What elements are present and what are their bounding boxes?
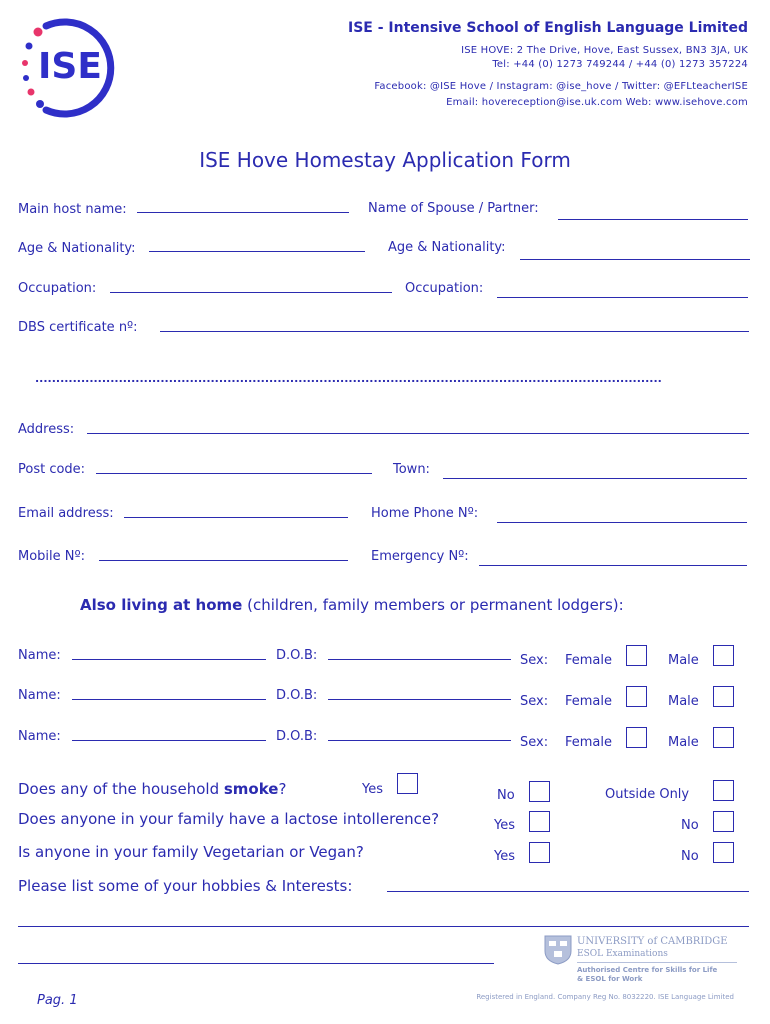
postcode-field[interactable]	[96, 473, 372, 474]
cambridge-name: UNIVERSITY of CAMBRIDGE	[577, 936, 728, 947]
dotted-separator: ......................................................................................................................................................	[35, 372, 662, 385]
authorised-line-2: & ESOL for Work	[577, 975, 643, 983]
smoke-question-post: ?	[278, 780, 287, 798]
page-title: ISE Hove Homestay Application Form	[199, 148, 571, 172]
occupation-field-2[interactable]	[497, 297, 748, 298]
age-nationality-label-1: Age & Nationality:	[18, 241, 136, 256]
smoke-yes-label: Yes	[362, 782, 383, 797]
lactose-question: Does anyone in your family have a lactose intollerence?	[18, 810, 440, 828]
school-contact: Email: hovereception@ise.uk.com Web: www.isehove.com	[446, 97, 748, 108]
email-label: Email address:	[18, 506, 114, 521]
smoke-question-bold: smoke	[223, 780, 279, 798]
home-phone-label: Home Phone Nº:	[371, 506, 479, 521]
female-label: Female	[565, 694, 613, 709]
authorised-line-1: Authorised Centre for Skills for Life	[577, 966, 718, 974]
hobbies-label: Please list some of your hobbies & Interests:	[18, 877, 353, 895]
resident-dob-label: D.O.B:	[276, 729, 318, 744]
female-label: Female	[565, 653, 613, 668]
dbs-field[interactable]	[160, 331, 749, 332]
male-label: Male	[668, 694, 699, 709]
age-nationality-field-2[interactable]	[520, 259, 750, 260]
email-field[interactable]	[124, 517, 348, 518]
vegetarian-yes-label: Yes	[494, 849, 515, 864]
resident-dob-label: D.O.B:	[276, 648, 318, 663]
lactose-no-label: No	[681, 818, 699, 833]
living-at-home-heading	[80, 596, 624, 614]
mobile-label: Mobile Nº:	[18, 549, 86, 564]
occupation-label-1: Occupation:	[18, 281, 97, 296]
ise-logo	[16, 16, 124, 120]
female-checkbox[interactable]	[626, 686, 647, 707]
main-host-label: Main host name:	[18, 202, 127, 217]
living-heading-bold: Also living at home	[80, 596, 243, 614]
resident-dob-field[interactable]	[328, 740, 511, 741]
resident-sex-label: Sex:	[520, 653, 549, 668]
registration-text: Registered in England. Company Reg No. 8032220. ISE Language Limited	[476, 993, 734, 1001]
emergency-label: Emergency Nº:	[371, 549, 469, 564]
occupation-field-1[interactable]	[110, 292, 392, 293]
smoke-outside-checkbox[interactable]	[713, 780, 734, 801]
resident-sex-label: Sex:	[520, 694, 549, 709]
cambridge-divider	[577, 962, 737, 963]
female-label: Female	[565, 735, 613, 750]
resident-name-label: Name:	[18, 648, 61, 663]
resident-name-label: Name:	[18, 729, 61, 744]
male-checkbox[interactable]	[713, 686, 734, 707]
school-address: ISE HOVE: 2 The Drive, Hove, East Sussex, BN3 3JA, UK	[461, 45, 748, 56]
postcode-label: Post code:	[18, 462, 86, 477]
hobbies-field-2[interactable]	[18, 926, 749, 927]
resident-dob-field[interactable]	[328, 699, 511, 700]
address-label: Address:	[18, 422, 75, 437]
resident-dob-field[interactable]	[328, 659, 511, 660]
smoke-outside-label: Outside Only	[605, 787, 690, 802]
male-label: Male	[668, 653, 699, 668]
hobbies-field-3[interactable]	[18, 963, 494, 964]
emergency-field[interactable]	[479, 565, 747, 566]
resident-sex-label: Sex:	[520, 735, 549, 750]
smoke-question	[18, 780, 286, 798]
town-label: Town:	[393, 462, 430, 477]
home-phone-field[interactable]	[497, 522, 747, 523]
main-host-field[interactable]	[137, 212, 349, 213]
resident-name-field[interactable]	[72, 740, 266, 741]
lactose-yes-checkbox[interactable]	[529, 811, 550, 832]
male-checkbox[interactable]	[713, 645, 734, 666]
vegetarian-no-label: No	[681, 849, 699, 864]
town-field[interactable]	[443, 478, 747, 479]
cambridge-esol: ESOL Examinations	[577, 949, 668, 959]
smoke-question-pre: Does any of the household	[18, 780, 224, 798]
spouse-field[interactable]	[558, 219, 748, 220]
smoke-no-label: No	[497, 788, 515, 803]
age-nationality-field-1[interactable]	[149, 251, 365, 252]
occupation-label-2: Occupation:	[405, 281, 484, 296]
age-nationality-label-2: Age & Nationality:	[388, 240, 506, 255]
hobbies-field-1[interactable]	[387, 891, 749, 892]
lactose-no-checkbox[interactable]	[713, 811, 734, 832]
dbs-label: DBS certificate nº:	[18, 320, 138, 335]
logo-text: ISE	[38, 46, 102, 87]
vegetarian-question: Is anyone in your family Vegetarian or Vegan?	[18, 843, 364, 861]
page-number: Pag. 1	[37, 993, 78, 1008]
male-label: Male	[668, 735, 699, 750]
school-telephone: Tel: +44 (0) 1273 749244 / +44 (0) 1273 357224	[492, 59, 748, 70]
resident-dob-label: D.O.B:	[276, 688, 318, 703]
female-checkbox[interactable]	[626, 727, 647, 748]
resident-name-field[interactable]	[72, 659, 266, 660]
vegetarian-no-checkbox[interactable]	[713, 842, 734, 863]
smoke-yes-checkbox[interactable]	[397, 773, 418, 794]
cambridge-logo	[544, 935, 744, 985]
company-name: ISE - Intensive School of English Language Limited	[347, 20, 748, 36]
resident-name-field[interactable]	[72, 699, 266, 700]
smoke-no-checkbox[interactable]	[529, 781, 550, 802]
resident-name-label: Name:	[18, 688, 61, 703]
male-checkbox[interactable]	[713, 727, 734, 748]
vegetarian-yes-checkbox[interactable]	[529, 842, 550, 863]
lactose-yes-label: Yes	[494, 818, 515, 833]
mobile-field[interactable]	[99, 560, 348, 561]
female-checkbox[interactable]	[626, 645, 647, 666]
cambridge-shield-icon	[544, 935, 572, 965]
address-field[interactable]	[87, 433, 749, 434]
school-social: Facebook: @ISE Hove / Instagram: @ise_hove / Twitter: @EFLteacherISE	[374, 81, 748, 92]
living-heading-rest: (children, family members or permanent lodgers):	[242, 596, 624, 614]
spouse-label: Name of Spouse / Partner:	[368, 201, 539, 216]
